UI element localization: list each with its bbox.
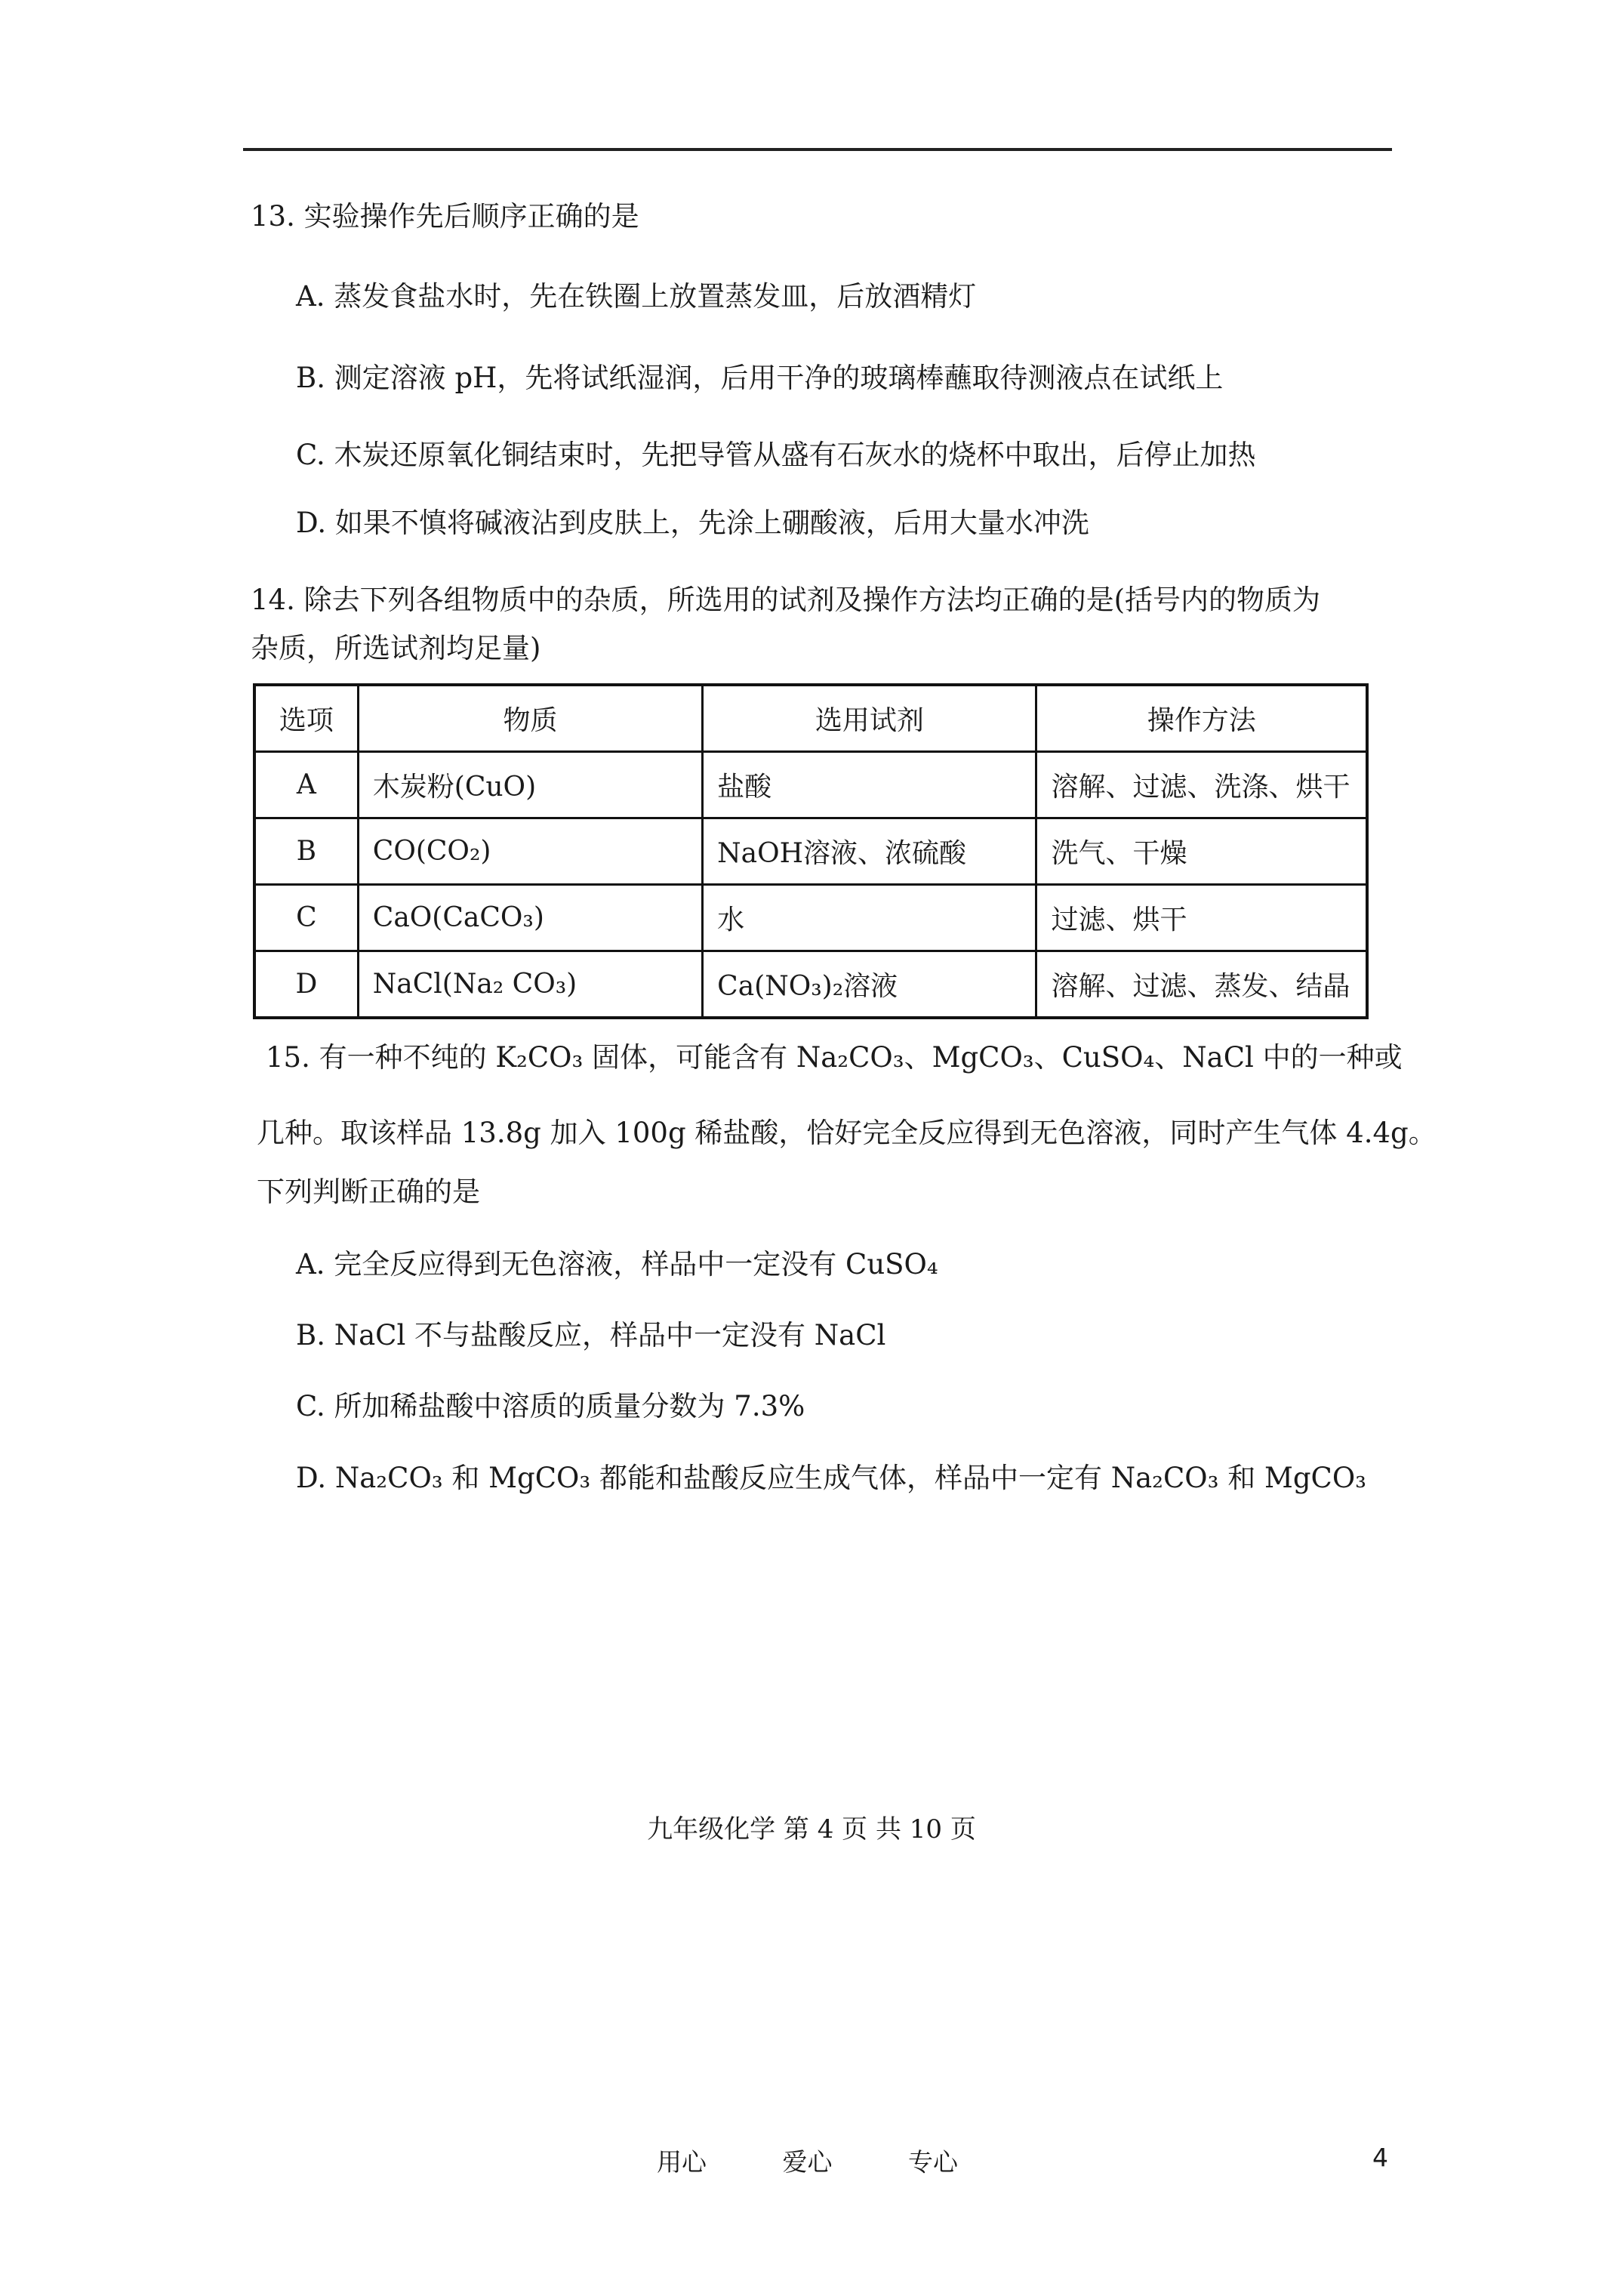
table-header-row [254,685,1367,752]
table-cell-option: D [254,951,358,1018]
exam-page-info: 九年级化学 第 4 页 共 10 页 [647,1814,976,1845]
question-15-stem-line3: 下列判断正确的是 [257,1176,480,1208]
table-cell-method: 溶解、过滤、洗涤、烘干 [1036,752,1367,818]
table-cell-substance: CaO(CaCO₃) [358,884,702,951]
question-14-stem-line2: 杂质，所选试剂均足量) [251,632,541,664]
question-13-option-d: D. 如果不慎将碱液沾到皮肤上，先涂上硼酸液，后用大量水冲洗 [296,507,1089,539]
table-cell-option: A [254,752,358,818]
table-cell-option: C [254,884,358,951]
table-header-substance: 物质 [358,685,702,752]
table-header-option: 选项 [254,685,358,752]
question-15-option-b: B. NaCl 不与盐酸反应，样品中一定没有 NaCl [296,1319,886,1351]
table-row [254,752,1367,818]
question-13-option-c: C. 木炭还原氧化铜结束时，先把导管从盛有石灰水的烧杯中取出，后停止加热 [296,439,1256,471]
table-cell-method: 洗气、干燥 [1036,818,1367,884]
question-15-stem-line2: 几种。取该样品 13.8g 加入 100g 稀盐酸，恰好完全反应得到无色溶液，同时产生气体 4.4g。 [257,1117,1437,1149]
table-row [254,884,1367,951]
table-cell-option: B [254,818,358,884]
table-row [254,818,1367,884]
table-cell-substance: 木炭粉(CuO) [358,752,702,818]
question-15-option-c: C. 所加稀盐酸中溶质的质量分数为 7.3% [296,1390,805,1422]
footer-motto [657,2143,1026,2178]
table-cell-method: 过滤、烘干 [1036,884,1367,951]
page-number: 4 [1372,2143,1388,2172]
table-cell-substance: NaCl(Na₂ CO₃) [358,951,702,1018]
table-cell-reagent: 水 [703,884,1036,951]
table-cell-reagent: 盐酸 [703,752,1036,818]
motto-word: 专心 [908,2147,958,2177]
question-13-stem: 13. 实验操作先后顺序正确的是 [251,200,639,233]
table-header-reagent: 选用试剂 [703,685,1036,752]
motto-word: 用心 [657,2147,707,2177]
table-cell-reagent: NaOH溶液、浓硫酸 [703,818,1036,884]
impurity-table [253,683,1369,1019]
motto-word: 爱心 [782,2147,833,2177]
question-13-option-b: B. 测定溶液 pH，先将试纸湿润，后用干净的玻璃棒蘸取待测液点在试纸上 [296,362,1224,394]
question-13-option-a: A. 蒸发食盐水时，先在铁圈上放置蒸发皿，后放酒精灯 [296,280,977,313]
question-15-option-a: A. 完全反应得到无色溶液，样品中一定没有 CuSO₄ [296,1248,938,1281]
table-row [254,951,1367,1018]
header-rule [243,148,1392,151]
table-cell-method: 溶解、过滤、蒸发、结晶 [1036,951,1367,1018]
question-14-stem-line1: 14. 除去下列各组物质中的杂质，所选用的试剂及操作方法均正确的是(括号内的物质为 [251,584,1321,616]
table-cell-reagent: Ca(NO₃)₂溶液 [703,951,1036,1018]
question-15-stem-line1: 15. 有一种不纯的 K₂CO₃ 固体，可能含有 Na₂CO₃、MgCO₃、CuSO₄、NaCl 中的一种或 [266,1041,1403,1074]
table-cell-substance: CO(CO₂) [358,818,702,884]
question-15-option-d: D. Na₂CO₃ 和 MgCO₃ 都能和盐酸反应生成气体，样品中一定有 Na₂CO₃ 和 MgCO₃ [296,1462,1367,1494]
table-header-method: 操作方法 [1036,685,1367,752]
